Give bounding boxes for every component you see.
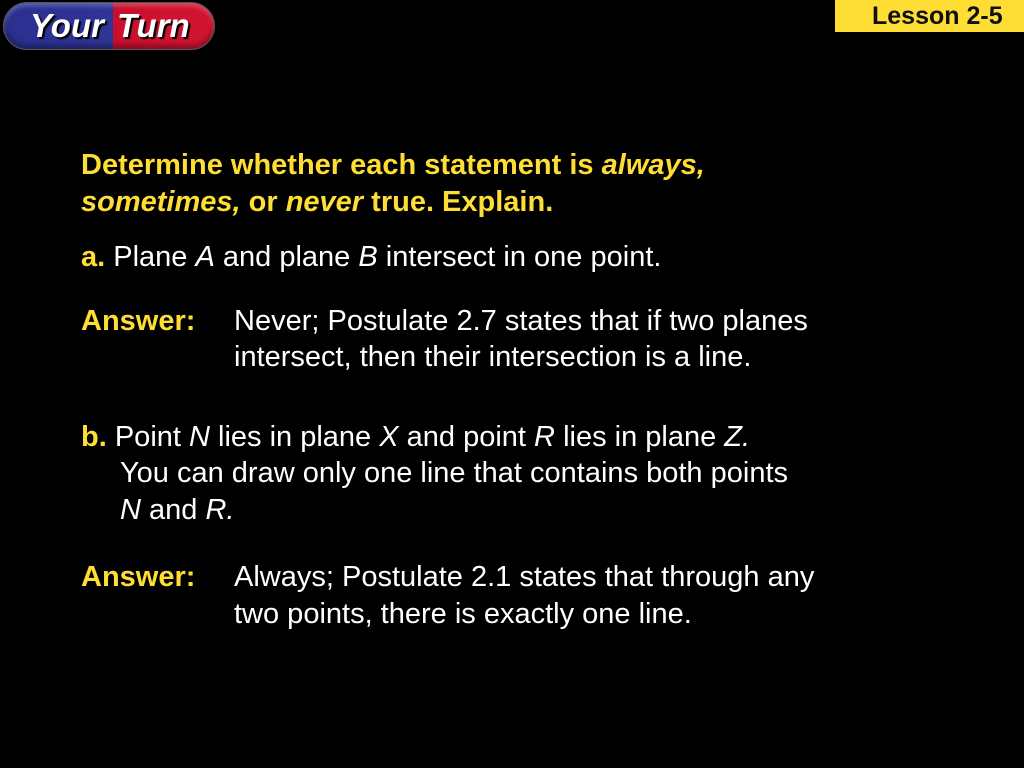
- part-b-text-3: and point: [406, 421, 526, 453]
- part-b-var-1: N: [189, 421, 210, 453]
- part-b-text-5: and: [149, 494, 198, 526]
- part-b-text-4: lies in plane: [563, 421, 717, 453]
- badge-word-turn: Turn: [117, 7, 190, 44]
- part-b-statement-line-1: [81, 419, 750, 456]
- badge-word-your: Your: [30, 7, 104, 44]
- part-a-answer-label: Answer:: [81, 305, 196, 337]
- part-b-var-3: R: [534, 421, 555, 453]
- prompt-end: true. Explain.: [371, 186, 554, 218]
- prompt-text: Determine whether each statement is: [81, 149, 594, 181]
- prompt-never: never: [285, 186, 364, 218]
- part-b-statement-line-2: You can draw only one line that contains both points: [120, 457, 789, 489]
- part-a-answer-line-1: Never; Postulate 2.7 states that if two planes: [234, 305, 808, 337]
- part-b-text-2: lies in plane: [218, 421, 372, 453]
- part-b-text-1: Point: [114, 421, 181, 453]
- part-a-text-3: intersect in one point.: [385, 241, 662, 273]
- part-b-answer-line-1: Always; Postulate 2.1 states that through any: [234, 561, 815, 593]
- part-a-text-2: and plane: [222, 241, 351, 273]
- part-b-var-5: N: [120, 494, 141, 526]
- part-b-var-6: R.: [205, 494, 235, 526]
- part-a-answer-line-2: intersect, then their intersection is a line.: [234, 341, 752, 373]
- prompt-sometimes: sometimes,: [81, 186, 241, 218]
- part-a-var-1: A: [195, 241, 215, 273]
- part-a-label: a.: [81, 241, 106, 273]
- part-a-var-2: B: [358, 241, 378, 273]
- part-b-label: b.: [81, 421, 107, 453]
- part-b-var-2: X: [379, 421, 399, 453]
- your-turn-badge: [3, 2, 215, 50]
- part-a-text-1: Plane: [113, 241, 188, 273]
- prompt-always: always,: [601, 149, 705, 181]
- part-b-var-4: Z.: [724, 421, 751, 453]
- part-b-answer-line-2: two points, there is exactly one line.: [234, 598, 692, 630]
- prompt-line-1: [81, 147, 705, 184]
- part-a-statement: [81, 239, 661, 276]
- prompt-or: or: [248, 186, 278, 218]
- prompt-line-2: [81, 184, 553, 221]
- part-b-statement-line-3: [120, 492, 234, 529]
- lesson-label: Lesson 2-5: [835, 0, 1024, 32]
- part-b-answer-label: Answer:: [81, 561, 196, 593]
